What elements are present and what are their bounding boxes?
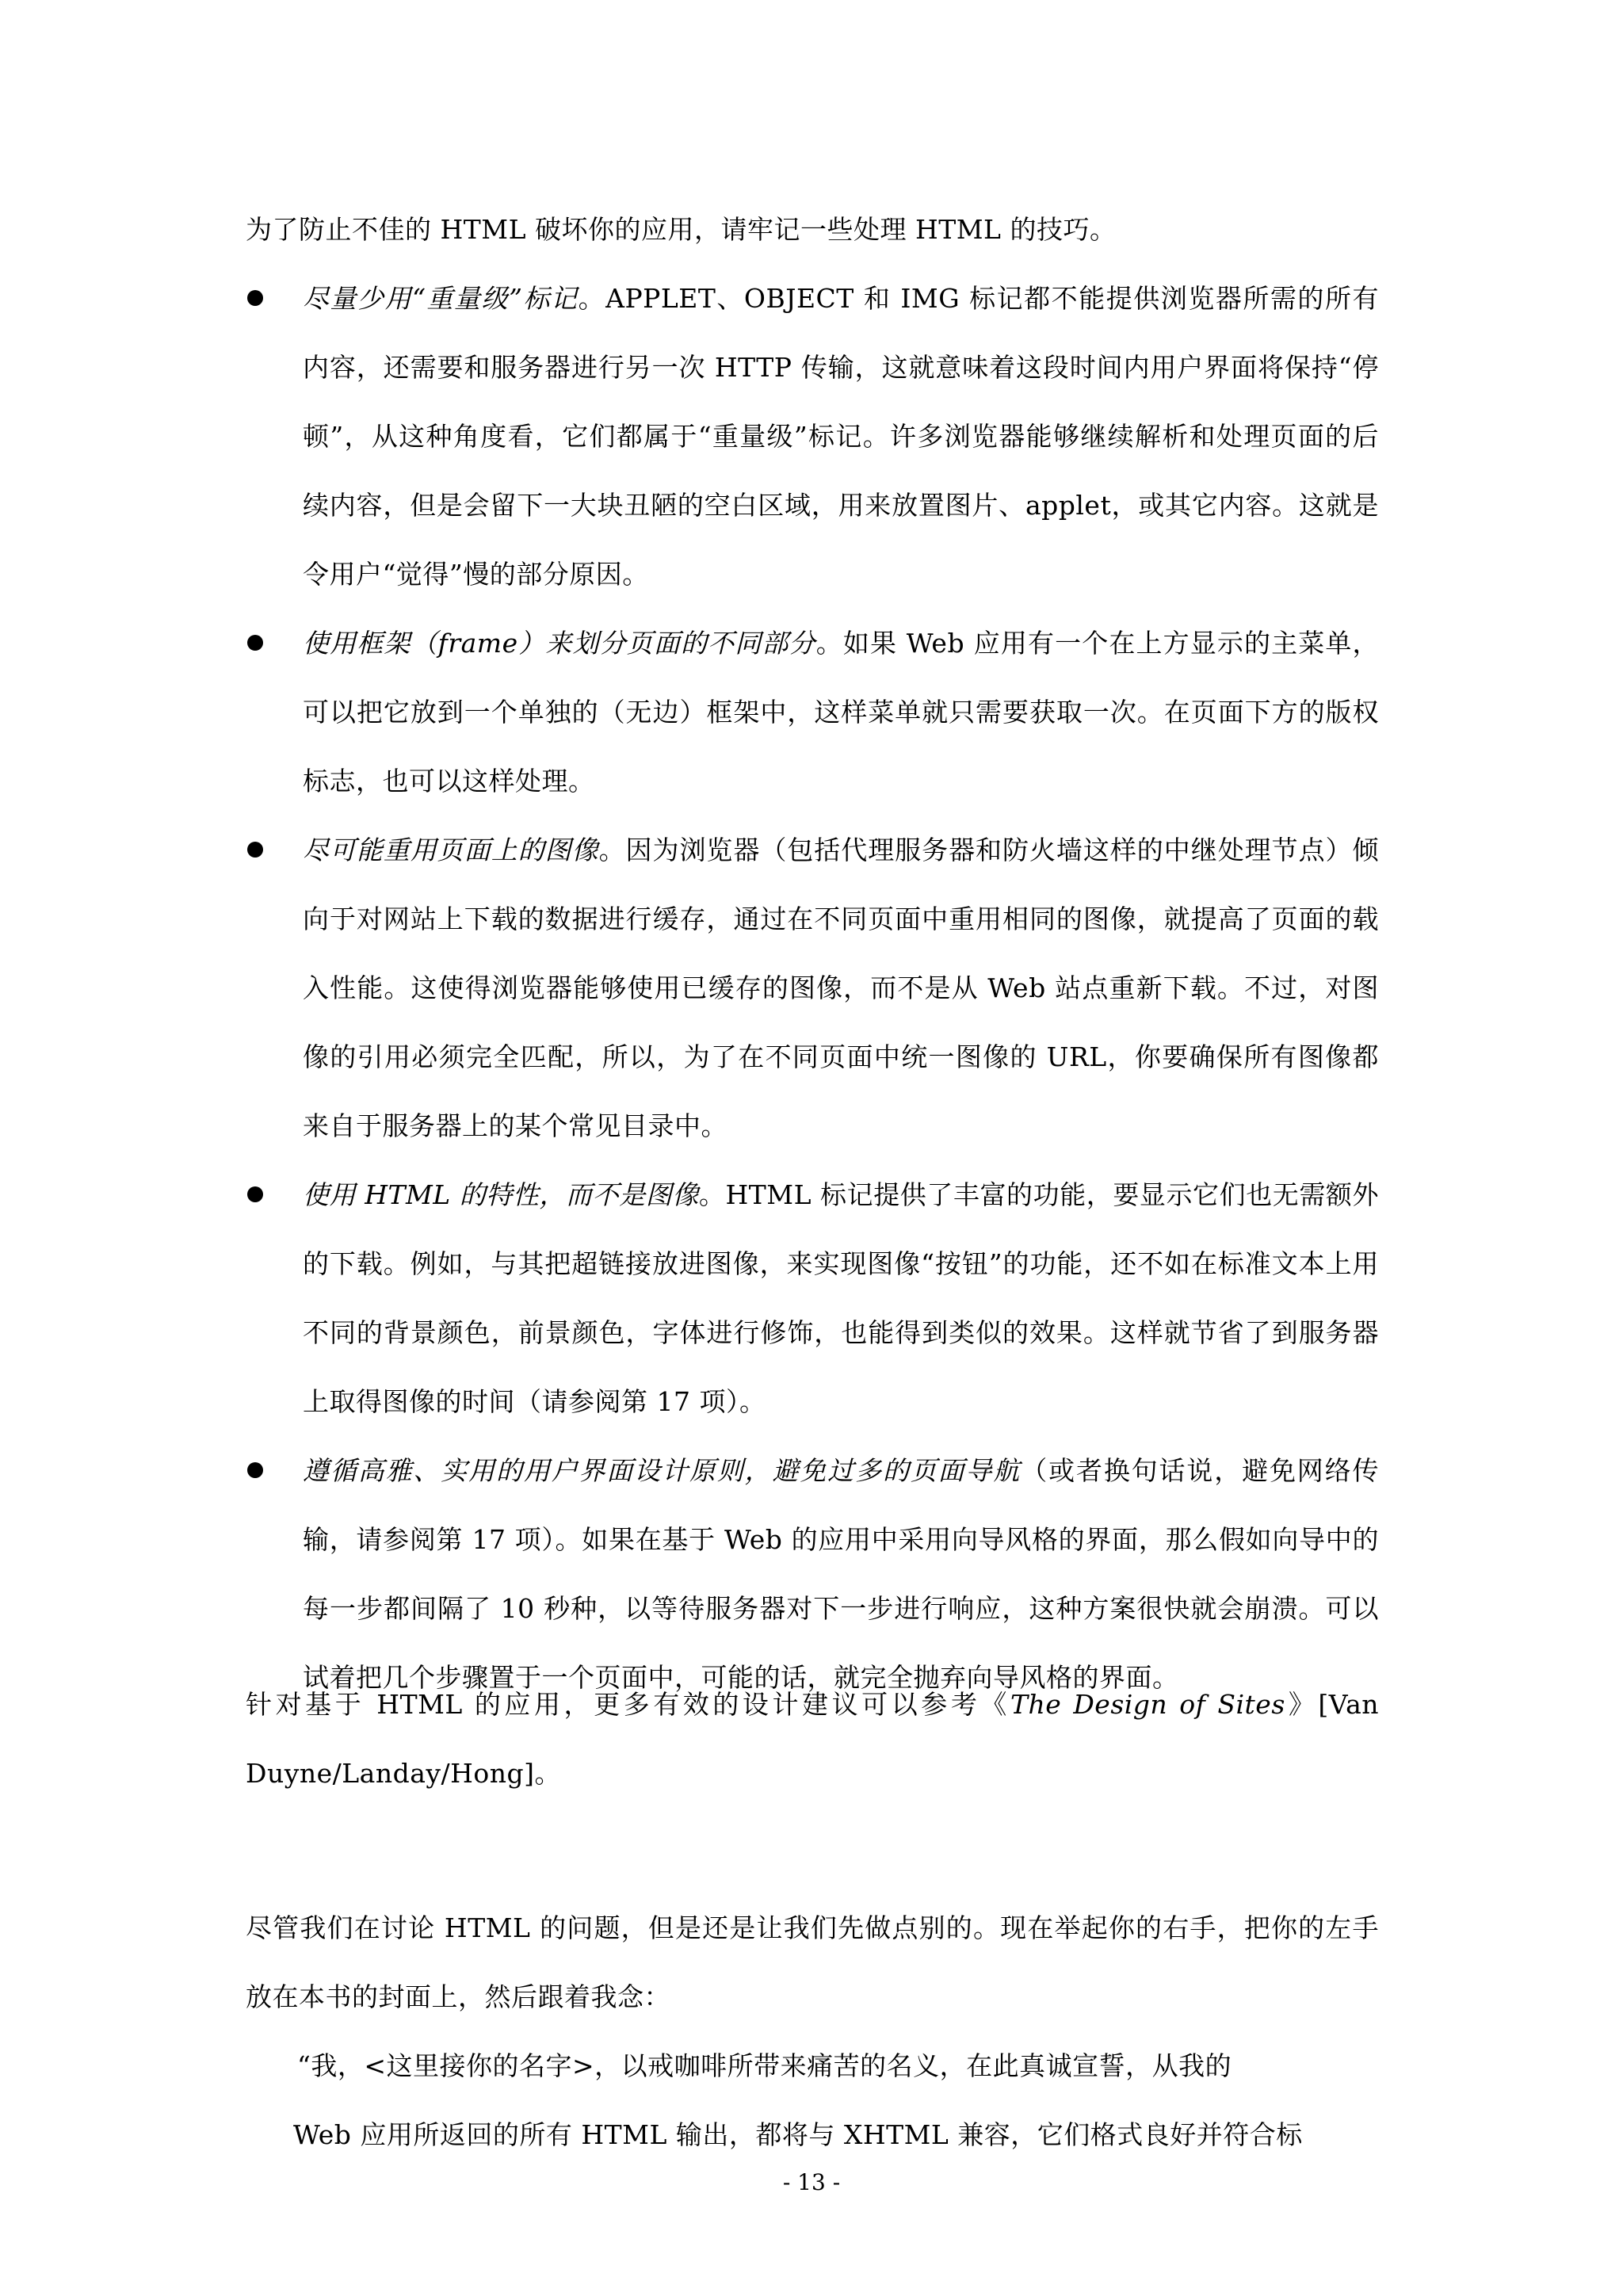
bullet-icon <box>247 635 263 651</box>
tips-list <box>246 264 1379 1712</box>
bullet-icon <box>247 842 263 858</box>
oath-line-2: Web 应用所返回的所有 HTML 输出，都将与 XHTML 兼容，它们格式良好并符合标 <box>293 2119 1303 2150</box>
bullet-icon <box>247 290 263 306</box>
list-item <box>246 609 1379 816</box>
page-number: - 13 - <box>782 2169 841 2195</box>
bullet-icon <box>247 1462 263 1478</box>
intro-paragraph: 为了防止不佳的 HTML 破坏你的应用，请牢记一些处理 HTML 的技巧。 <box>246 214 1117 245</box>
reference-text-after: 》[Van Duyne/Landay/Hong]。 <box>246 1689 1379 1789</box>
tip-body: 。因为浏览器（包括代理服务器和防火墙这样的中继处理节点）倾向于对网站上下载的数据进行缓存，通过在不同页面中重用相同的图像，就提高了页面的载入性能。这使得浏览器能够使用已缓存的图像，而不是从 Web 站点重新下载。不过，对图像的引用必须完全匹配，所以，为了在不同页面中统一图像的 URL，你要确保所有图像都来自于服务器上的某个常见目录中。 <box>303 835 1380 1141</box>
tip-heading: 尽可能重用页面上的图像 <box>303 835 599 865</box>
tip-heading: 使用 HTML 的特性，而不是图像 <box>303 1179 699 1210</box>
tip-heading: 遵循高雅、实用的用户界面设计原则，避免过多的页面导航 <box>303 1455 1022 1486</box>
list-item <box>246 264 1379 609</box>
oath-line-1: “我，<这里接你的名字>，以戒咖啡所带来痛苦的名义，在此真诚宣誓，从我的 <box>297 2050 1232 2081</box>
tip-body: 。APPLET、OBJECT 和 IMG 标记都不能提供浏览器所需的所有内容，还需要和服务器进行另一次 HTTP 传输，这就意味着这段时间内用户界面将保持“停顿”，从这种角度看，它们都属于“重量级”标记。许多浏览器能够继续解析和处理页面的后续内容，但是会留下一大块丑陋的空白区域，用来放置图片、applet，或其它内容。这就是令用户“觉得”慢的部分原因。 <box>303 283 1379 590</box>
tip-heading: 使用框架（frame）来划分页面的不同部分 <box>303 628 816 659</box>
oath-quote <box>293 2031 1327 2169</box>
reference-paragraph <box>246 1670 1379 1808</box>
tip-heading: 尽量少用“重量级”标记 <box>303 283 579 314</box>
book-title: The Design of Sites <box>1010 1689 1285 1720</box>
bullet-icon <box>247 1186 263 1202</box>
tip-body: 。HTML 标记提供了丰富的功能，要显示它们也无需额外的下载。例如，与其把超链接放进图像，来实现图像“按钮”的功能，还不如在标准文本上用不同的背景颜色，前景颜色，字体进行修饰，也能得到类似的效果。这样就节省了到服务器上取得图像的时间（请参阅第 17 项）。 <box>303 1179 1379 1417</box>
list-item <box>246 816 1379 1160</box>
list-item <box>246 1160 1379 1436</box>
tip-body: 。如果 Web 应用有一个在上方显示的主菜单，可以把它放到一个单独的（无边）框架中，这样菜单就只需要获取一次。在页面下方的版权标志，也可以这样处理。 <box>303 628 1379 797</box>
oath-intro-paragraph: 尽管我们在讨论 HTML 的问题，但是还是让我们先做点别的。现在举起你的右手，把你的左手放在本书的封面上，然后跟着我念： <box>246 1912 1379 2012</box>
reference-text-before: 针对基于 HTML 的应用，更多有效的设计建议可以参考《 <box>246 1689 1010 1720</box>
tip-body: （或者换句话说，避免网络传输，请参阅第 17 项）。如果在基于 Web 的应用中采用向导风格的界面，那么假如向导中的每一步都间隔了 10 秒种，以等待服务器对下一步进行响应，这种方案很快就会崩溃。可以试着把几个步骤置于一个页面中，可能的话，就完全抛弃向导风格的界面。 <box>303 1455 1380 1693</box>
